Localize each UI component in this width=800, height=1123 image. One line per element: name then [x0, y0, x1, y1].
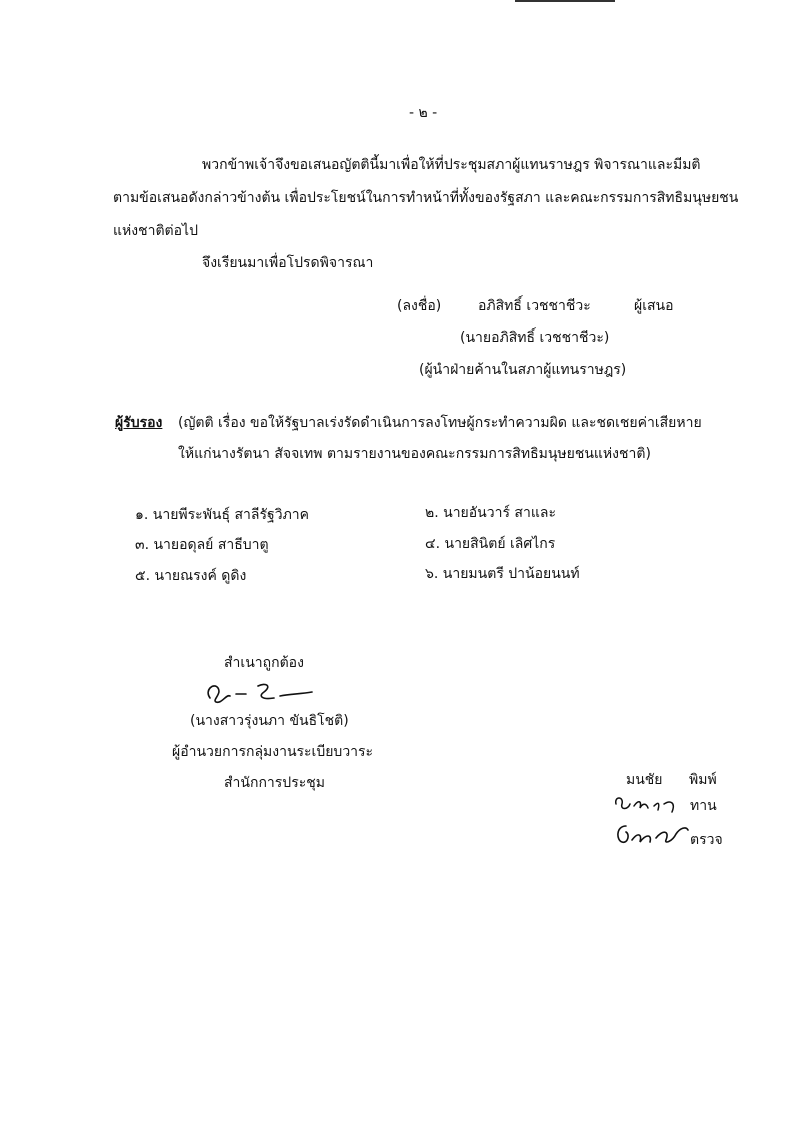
top-edge-line [515, 0, 615, 2]
reviewer-initials [612, 792, 682, 816]
proposer-role: ผู้เสนอ [634, 298, 674, 314]
typist-label: พิมพ์ [689, 772, 717, 788]
motion-desc-line-2: ให้แก่นางรัตนา สัจจเทพ ตามรายงานของคณะกรรมการสิทธิมนุษยชนแห่งชาติ) [178, 446, 651, 462]
endorsers-heading: ผู้รับรอง [115, 415, 163, 431]
page-number: - ๒ - [409, 105, 438, 121]
certifier-signature [200, 676, 320, 708]
proposer-full-name: (นายอภิสิทธิ์ เวชชาชีวะ) [460, 330, 610, 346]
proposer-name: อภิสิทธิ์ เวชชาชีวะ [478, 298, 591, 314]
certifier-title: ผู้อำนวยการกลุ่มงานระเบียบวาระ [172, 744, 374, 760]
endorser-item: ๒. นายอันวาร์ สาและ [425, 505, 556, 521]
motion-desc-line-1: (ญัตติ เรื่อง ขอให้รัฐบาลเร่งรัดดำเนินการลงโทษผู้กระทำความผิด และชดเชยค่าเสียหาย [178, 415, 702, 431]
endorser-item: ๑. นายพีระพันธุ์ สาลีรัฐวิภาค [135, 507, 310, 523]
sign-label: (ลงชื่อ) [397, 298, 442, 314]
intro-line-1: พวกข้าพเจ้าจึงขอเสนอญัตตินี้มาเพื่อให้ที่ประชุมสภาผู้แทนราษฎร พิจารณาและมีมติ [202, 157, 701, 173]
typist-name: มนชัย [626, 772, 663, 788]
closing-line: จึงเรียนมาเพื่อโปรดพิจารณา [202, 255, 374, 271]
checker-label: ตรวจ [690, 832, 723, 848]
endorser-item: ๕. นายณรงค์ ดูดิง [135, 568, 247, 584]
certifier-name: (นางสาวรุ่งนภา ขันธิโชติ) [190, 713, 349, 729]
intro-line-3: แห่งชาติต่อไป [113, 223, 198, 239]
intro-line-2: ตามข้อเสนอดังกล่าวข้างต้น เพื่อประโยชน์ในการทำหน้าที่ทั้งของรัฐสภา และคณะกรรมการสิทธิมนุษยชน [113, 190, 739, 206]
reviewer-label: ทาน [690, 798, 717, 814]
endorser-item: ๔. นายสินิตย์ เลิศไกร [425, 536, 556, 552]
proposer-position: (ผู้นำฝ่ายค้านในสภาผู้แทนราษฎร) [419, 362, 627, 378]
endorser-item: ๖. นายมนตรี ปาน้อยนนท์ [425, 566, 580, 582]
checker-initials [612, 820, 692, 850]
certifier-office: สำนักการประชุม [224, 775, 325, 791]
endorser-item: ๓. นายอดุลย์ สาธีบาตู [135, 537, 269, 553]
certification-label: สำเนาถูกต้อง [224, 655, 304, 671]
